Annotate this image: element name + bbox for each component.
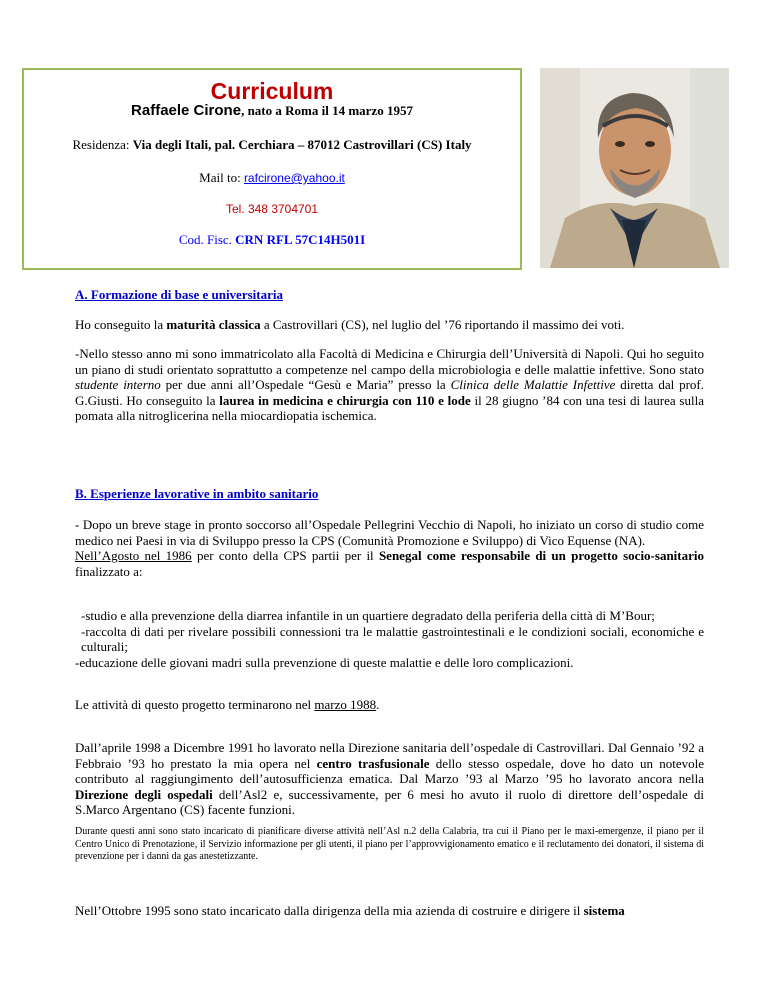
text-fragment: - Dopo un breve stage in pronto soccorso all’Ospedale Pellegrini Vecchio di Napoli, ho iniziato un corso di studio come medico nei Paesi in via di Sviluppo presso la CPS (Comunità Promozione e Sviluppo) di Vico Equense (NA). xyxy=(75,517,704,548)
text-fragment: Ho conseguito la xyxy=(75,317,167,332)
section-b-paragraph-2 xyxy=(75,697,704,713)
mail-line xyxy=(24,170,520,186)
text-fragment: dell’Asl2 e, successivamente, per 6 mesi ho avuto il ruolo di direttore dell’ospedale di S.Marco Argentano (CS) facente funzioni. xyxy=(75,786,704,817)
text-fragment: per due anni all’Ospedale “Gesù e Maria” presso la xyxy=(160,377,451,392)
text-fragment: . xyxy=(376,697,380,712)
text-fragment-bold: Direzione degli ospedali xyxy=(75,786,213,802)
residence-value: Via degli Itali, pal. Cerchiara – 87012 Castrovillari (CS) Italy xyxy=(132,137,472,152)
text-fragment-underlined: marzo 1988 xyxy=(314,697,377,712)
text-fragment-bold: sistema xyxy=(583,903,625,918)
residence-label: Residenza: xyxy=(72,137,133,152)
section-a-paragraph-2 xyxy=(75,346,704,424)
text-fragment: -Nello stesso anno mi sono immatricolato alla Facoltà di Medicina e Chirurgia dell’Università di Napoli. Qui ho seguito un piano di studi orientato soprattutto a competenze nel campo della microbiologia e delle malattie infettive. Sono stato xyxy=(75,346,704,377)
text-fragment-bold: Senegal come responsabile di un progetto socio-sanitario xyxy=(378,548,704,563)
text-fragment-bold: laurea in medicina e chirurgia con 110 e lode xyxy=(219,392,471,408)
fiscal-code-line xyxy=(24,232,520,248)
section-b-paragraph-5 xyxy=(75,903,704,919)
section-a-paragraph-1 xyxy=(75,317,704,333)
name-line xyxy=(24,102,520,119)
residence-line xyxy=(24,137,520,153)
page-title: Curriculum xyxy=(210,78,334,104)
section-a-title: A. Formazione di base e universitaria xyxy=(75,287,283,302)
mail-label: Mail to: xyxy=(199,170,244,185)
text-fragment-italic: studente interno xyxy=(75,377,161,392)
text-fragment: a Castrovillari (CS), nel luglio del ’76 riportando il massimo dei voti. xyxy=(260,317,625,332)
text-fragment: finalizzato a: xyxy=(75,563,143,579)
text-fragment: Le attività di questo progetto terminarono nel xyxy=(75,697,315,712)
person-name: Raffaele Cirone xyxy=(131,102,242,119)
portrait-icon xyxy=(540,68,729,268)
text-fragment-bold: maturità classica xyxy=(166,317,261,332)
fiscal-code-label: Cod. Fisc. xyxy=(178,232,236,247)
birth-info: , nato a Roma il 14 marzo 1957 xyxy=(241,103,413,118)
text-fragment-italic: Clinica delle Malattie Infettive xyxy=(450,377,616,392)
list-item: -studio e alla prevenzione della diarrea infantile in un quartiere degradato della periferia della città di M’Bour; xyxy=(81,608,655,623)
list-item: -educazione delle giovani madri sulla prevenzione di queste malattie e delle loro complicazioni. xyxy=(75,654,574,670)
text-fragment: Dall’aprile 1998 a Dicembre 1991 ho lavorato nella Direzione sanitaria dell’ospedale di Castrovillari. Dal Gennaio ’92 a Febbraio ’93 ho prestato la mia opera nel xyxy=(75,740,704,771)
objectives-list xyxy=(75,608,704,670)
header-box xyxy=(22,68,522,270)
text-fragment: il 28 giugno ’84 con una tesi di laurea sulla pomata alla nitroglicerina nella miocardiopatia ischemica. xyxy=(75,392,704,423)
portrait-photo xyxy=(540,68,729,268)
fiscal-code-value: CRN RFL 57C14H501I xyxy=(235,232,366,247)
section-b-paragraph-4-small: Durante questi anni sono stato incaricato di pianificare diverse attività nell’Asl n.2 della Calabria, tra cui il Piano per le maxi-emergenze, il piano per il Centro Unico di Prenotazione, il Servizio informazione per gli utenti, il piano per l’approvvigionamento ematico e il reclutamento dei donatori, il sistema di prevenzione per i danni da gas anestetizzante. xyxy=(75,826,704,862)
section-b-paragraph-3 xyxy=(75,740,704,818)
text-fragment: dello stesso ospedale, dove ho dato un notevole contributo al raggiungimento dell’autosufficienza ematica. Dal Marzo ’93 al Marzo ’95 ho lavorato ancora nella xyxy=(75,755,704,786)
text-fragment-underlined: Nell’Agosto nel 1986 xyxy=(75,548,192,563)
text-fragment: per conto della CPS partii per il xyxy=(191,548,379,563)
telephone: Tel. 348 3704701 xyxy=(225,202,319,216)
text-fragment-bold: centro trasfusionale xyxy=(316,755,430,771)
list-item: -raccolta di dati per rivelare possibili connessioni tra le malattie gastrointestinali e le condizioni sociali, economiche e culturali; xyxy=(81,623,704,654)
text-fragment: Nell’Ottobre 1995 sono stato incaricato dalla dirigenza della mia azienda di costruire e dirigere il xyxy=(75,903,584,918)
section-b-title: B. Esperienze lavorative in ambito sanitario xyxy=(75,486,319,501)
section-b-paragraph-1 xyxy=(75,517,704,579)
text-fragment: diretta dal prof. G.Giusti. Ho conseguito la xyxy=(75,377,704,408)
email-link[interactable]: rafcirone@yahoo.it xyxy=(243,171,345,185)
